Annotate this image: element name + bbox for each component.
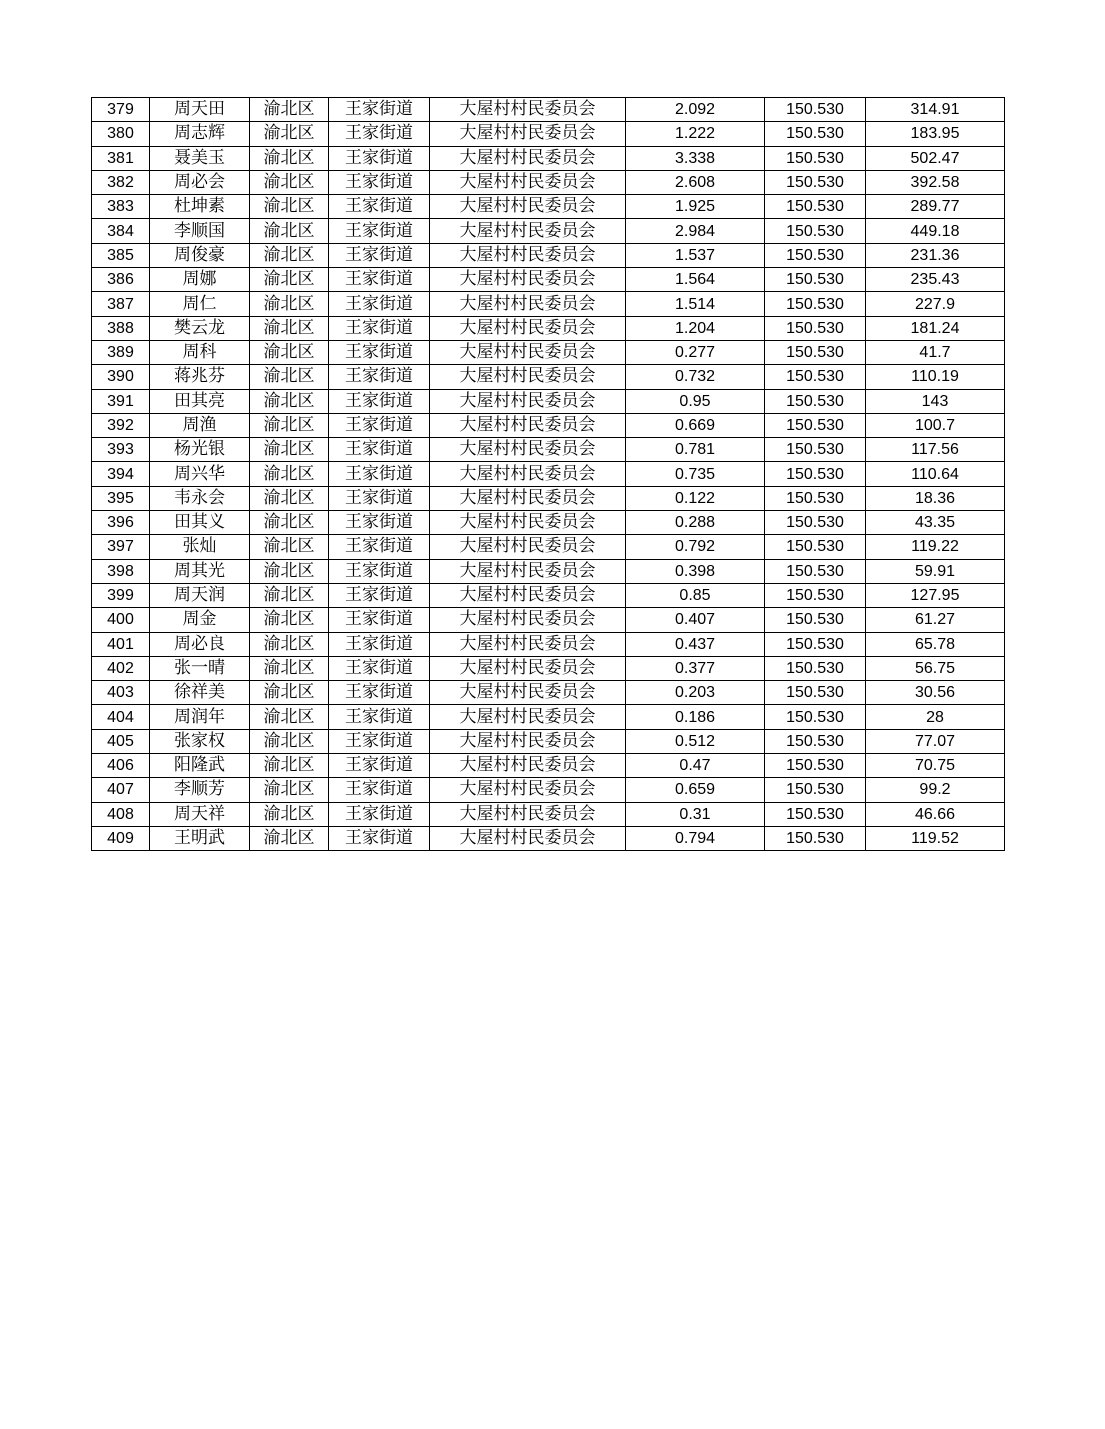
street-cell: 王家街道 [329, 413, 430, 437]
table-row [92, 170, 1005, 194]
name-cell: 周必良 [150, 632, 250, 656]
amount-cell: 41.7 [866, 340, 1005, 364]
district-cell: 渝北区 [250, 292, 329, 316]
street-cell: 王家街道 [329, 705, 430, 729]
name-cell: 周兴华 [150, 462, 250, 486]
price-cell: 150.530 [765, 243, 866, 267]
name-cell: 蒋兆芬 [150, 365, 250, 389]
price-cell: 150.530 [765, 389, 866, 413]
street-cell: 王家街道 [329, 195, 430, 219]
table-row [92, 413, 1005, 437]
committee-cell: 大屋村村民委员会 [430, 268, 626, 292]
area-cell: 0.659 [626, 778, 765, 802]
row-number-cell: 390 [92, 365, 150, 389]
amount-cell: 46.66 [866, 802, 1005, 826]
committee-cell: 大屋村村民委员会 [430, 316, 626, 340]
name-cell: 周俊豪 [150, 243, 250, 267]
committee-cell: 大屋村村民委员会 [430, 365, 626, 389]
district-cell: 渝北区 [250, 146, 329, 170]
amount-cell: 18.36 [866, 486, 1005, 510]
name-cell: 周天田 [150, 98, 250, 122]
price-cell: 150.530 [765, 438, 866, 462]
district-cell: 渝北区 [250, 268, 329, 292]
district-cell: 渝北区 [250, 559, 329, 583]
district-cell: 渝北区 [250, 195, 329, 219]
area-cell: 2.092 [626, 98, 765, 122]
price-cell: 150.530 [765, 219, 866, 243]
name-cell: 徐祥美 [150, 681, 250, 705]
committee-cell: 大屋村村民委员会 [430, 754, 626, 778]
name-cell: 周天祥 [150, 802, 250, 826]
committee-cell: 大屋村村民委员会 [430, 608, 626, 632]
area-cell: 0.277 [626, 340, 765, 364]
area-cell: 0.203 [626, 681, 765, 705]
street-cell: 王家街道 [329, 243, 430, 267]
street-cell: 王家街道 [329, 146, 430, 170]
price-cell: 150.530 [765, 316, 866, 340]
street-cell: 王家街道 [329, 462, 430, 486]
table-row [92, 219, 1005, 243]
street-cell: 王家街道 [329, 681, 430, 705]
row-number-cell: 389 [92, 340, 150, 364]
amount-cell: 449.18 [866, 219, 1005, 243]
amount-cell: 99.2 [866, 778, 1005, 802]
amount-cell: 143 [866, 389, 1005, 413]
name-cell: 周其光 [150, 559, 250, 583]
name-cell: 王明武 [150, 826, 250, 850]
amount-cell: 119.22 [866, 535, 1005, 559]
name-cell: 周科 [150, 340, 250, 364]
row-number-cell: 404 [92, 705, 150, 729]
committee-cell: 大屋村村民委员会 [430, 632, 626, 656]
area-cell: 0.407 [626, 608, 765, 632]
table-row [92, 826, 1005, 850]
table-row [92, 535, 1005, 559]
area-cell: 0.437 [626, 632, 765, 656]
amount-cell: 127.95 [866, 583, 1005, 607]
area-cell: 0.735 [626, 462, 765, 486]
amount-cell: 181.24 [866, 316, 1005, 340]
committee-cell: 大屋村村民委员会 [430, 826, 626, 850]
table-body [92, 98, 1005, 851]
row-number-cell: 386 [92, 268, 150, 292]
committee-cell: 大屋村村民委员会 [430, 146, 626, 170]
table-row [92, 608, 1005, 632]
name-cell: 周志辉 [150, 122, 250, 146]
street-cell: 王家街道 [329, 268, 430, 292]
area-cell: 0.792 [626, 535, 765, 559]
name-cell: 杜坤素 [150, 195, 250, 219]
price-cell: 150.530 [765, 195, 866, 219]
amount-cell: 56.75 [866, 656, 1005, 680]
street-cell: 王家街道 [329, 219, 430, 243]
area-cell: 0.122 [626, 486, 765, 510]
name-cell: 周仁 [150, 292, 250, 316]
district-cell: 渝北区 [250, 486, 329, 510]
street-cell: 王家街道 [329, 632, 430, 656]
district-cell: 渝北区 [250, 219, 329, 243]
price-cell: 150.530 [765, 98, 866, 122]
district-cell: 渝北区 [250, 389, 329, 413]
price-cell: 150.530 [765, 754, 866, 778]
committee-cell: 大屋村村民委员会 [430, 413, 626, 437]
name-cell: 聂美玉 [150, 146, 250, 170]
row-number-cell: 381 [92, 146, 150, 170]
district-cell: 渝北区 [250, 340, 329, 364]
area-cell: 0.398 [626, 559, 765, 583]
amount-cell: 227.9 [866, 292, 1005, 316]
district-cell: 渝北区 [250, 729, 329, 753]
table-row [92, 705, 1005, 729]
district-cell: 渝北区 [250, 122, 329, 146]
district-cell: 渝北区 [250, 656, 329, 680]
street-cell: 王家街道 [329, 486, 430, 510]
row-number-cell: 382 [92, 170, 150, 194]
row-number-cell: 405 [92, 729, 150, 753]
street-cell: 王家街道 [329, 98, 430, 122]
table-row [92, 389, 1005, 413]
district-cell: 渝北区 [250, 316, 329, 340]
table-row [92, 656, 1005, 680]
committee-cell: 大屋村村民委员会 [430, 729, 626, 753]
area-cell: 1.925 [626, 195, 765, 219]
price-cell: 150.530 [765, 365, 866, 389]
street-cell: 王家街道 [329, 656, 430, 680]
name-cell: 杨光银 [150, 438, 250, 462]
price-cell: 150.530 [765, 656, 866, 680]
amount-cell: 392.58 [866, 170, 1005, 194]
price-cell: 150.530 [765, 705, 866, 729]
name-cell: 韦永会 [150, 486, 250, 510]
amount-cell: 289.77 [866, 195, 1005, 219]
table-row [92, 802, 1005, 826]
amount-cell: 314.91 [866, 98, 1005, 122]
row-number-cell: 387 [92, 292, 150, 316]
amount-cell: 110.64 [866, 462, 1005, 486]
name-cell: 田其亮 [150, 389, 250, 413]
name-cell: 李顺芳 [150, 778, 250, 802]
area-cell: 0.669 [626, 413, 765, 437]
street-cell: 王家街道 [329, 438, 430, 462]
district-cell: 渝北区 [250, 438, 329, 462]
district-cell: 渝北区 [250, 754, 329, 778]
row-number-cell: 402 [92, 656, 150, 680]
amount-cell: 183.95 [866, 122, 1005, 146]
name-cell: 周金 [150, 608, 250, 632]
street-cell: 王家街道 [329, 583, 430, 607]
committee-cell: 大屋村村民委员会 [430, 705, 626, 729]
committee-cell: 大屋村村民委员会 [430, 219, 626, 243]
committee-cell: 大屋村村民委员会 [430, 438, 626, 462]
data-table [91, 97, 1005, 851]
committee-cell: 大屋村村民委员会 [430, 292, 626, 316]
table-row [92, 195, 1005, 219]
name-cell: 张灿 [150, 535, 250, 559]
row-number-cell: 409 [92, 826, 150, 850]
street-cell: 王家街道 [329, 826, 430, 850]
street-cell: 王家街道 [329, 729, 430, 753]
price-cell: 150.530 [765, 608, 866, 632]
name-cell: 阳隆武 [150, 754, 250, 778]
committee-cell: 大屋村村民委员会 [430, 681, 626, 705]
district-cell: 渝北区 [250, 583, 329, 607]
committee-cell: 大屋村村民委员会 [430, 656, 626, 680]
amount-cell: 502.47 [866, 146, 1005, 170]
area-cell: 0.85 [626, 583, 765, 607]
table-row [92, 122, 1005, 146]
area-cell: 0.794 [626, 826, 765, 850]
street-cell: 王家街道 [329, 122, 430, 146]
row-number-cell: 391 [92, 389, 150, 413]
price-cell: 150.530 [765, 632, 866, 656]
price-cell: 150.530 [765, 802, 866, 826]
row-number-cell: 398 [92, 559, 150, 583]
name-cell: 张一晴 [150, 656, 250, 680]
area-cell: 2.608 [626, 170, 765, 194]
committee-cell: 大屋村村民委员会 [430, 122, 626, 146]
committee-cell: 大屋村村民委员会 [430, 195, 626, 219]
area-cell: 0.288 [626, 511, 765, 535]
street-cell: 王家街道 [329, 389, 430, 413]
table-row [92, 462, 1005, 486]
area-cell: 2.984 [626, 219, 765, 243]
amount-cell: 100.7 [866, 413, 1005, 437]
committee-cell: 大屋村村民委员会 [430, 389, 626, 413]
district-cell: 渝北区 [250, 365, 329, 389]
area-cell: 1.222 [626, 122, 765, 146]
area-cell: 1.537 [626, 243, 765, 267]
row-number-cell: 401 [92, 632, 150, 656]
price-cell: 150.530 [765, 729, 866, 753]
amount-cell: 110.19 [866, 365, 1005, 389]
row-number-cell: 407 [92, 778, 150, 802]
name-cell: 周渔 [150, 413, 250, 437]
district-cell: 渝北区 [250, 778, 329, 802]
row-number-cell: 384 [92, 219, 150, 243]
amount-cell: 235.43 [866, 268, 1005, 292]
street-cell: 王家街道 [329, 170, 430, 194]
price-cell: 150.530 [765, 559, 866, 583]
area-cell: 0.732 [626, 365, 765, 389]
street-cell: 王家街道 [329, 754, 430, 778]
row-number-cell: 393 [92, 438, 150, 462]
amount-cell: 61.27 [866, 608, 1005, 632]
amount-cell: 30.56 [866, 681, 1005, 705]
row-number-cell: 383 [92, 195, 150, 219]
row-number-cell: 399 [92, 583, 150, 607]
row-number-cell: 392 [92, 413, 150, 437]
committee-cell: 大屋村村民委员会 [430, 462, 626, 486]
table-row [92, 511, 1005, 535]
street-cell: 王家街道 [329, 802, 430, 826]
row-number-cell: 406 [92, 754, 150, 778]
district-cell: 渝北区 [250, 98, 329, 122]
table-row [92, 729, 1005, 753]
row-number-cell: 379 [92, 98, 150, 122]
committee-cell: 大屋村村民委员会 [430, 170, 626, 194]
area-cell: 0.95 [626, 389, 765, 413]
amount-cell: 59.91 [866, 559, 1005, 583]
area-cell: 0.377 [626, 656, 765, 680]
area-cell: 3.338 [626, 146, 765, 170]
table-row [92, 438, 1005, 462]
name-cell: 樊云龙 [150, 316, 250, 340]
row-number-cell: 408 [92, 802, 150, 826]
table-row [92, 365, 1005, 389]
district-cell: 渝北区 [250, 705, 329, 729]
price-cell: 150.530 [765, 122, 866, 146]
amount-cell: 28 [866, 705, 1005, 729]
table-row [92, 754, 1005, 778]
committee-cell: 大屋村村民委员会 [430, 98, 626, 122]
price-cell: 150.530 [765, 146, 866, 170]
table-row [92, 583, 1005, 607]
amount-cell: 43.35 [866, 511, 1005, 535]
district-cell: 渝北区 [250, 632, 329, 656]
district-cell: 渝北区 [250, 511, 329, 535]
area-cell: 1.514 [626, 292, 765, 316]
name-cell: 周天润 [150, 583, 250, 607]
district-cell: 渝北区 [250, 535, 329, 559]
table-row [92, 778, 1005, 802]
street-cell: 王家街道 [329, 778, 430, 802]
table-row [92, 98, 1005, 122]
table-row [92, 292, 1005, 316]
amount-cell: 77.07 [866, 729, 1005, 753]
district-cell: 渝北区 [250, 826, 329, 850]
price-cell: 150.530 [765, 340, 866, 364]
street-cell: 王家街道 [329, 365, 430, 389]
street-cell: 王家街道 [329, 608, 430, 632]
row-number-cell: 403 [92, 681, 150, 705]
price-cell: 150.530 [765, 413, 866, 437]
name-cell: 周必会 [150, 170, 250, 194]
price-cell: 150.530 [765, 681, 866, 705]
name-cell: 周润年 [150, 705, 250, 729]
street-cell: 王家街道 [329, 292, 430, 316]
row-number-cell: 397 [92, 535, 150, 559]
row-number-cell: 385 [92, 243, 150, 267]
committee-cell: 大屋村村民委员会 [430, 559, 626, 583]
row-number-cell: 395 [92, 486, 150, 510]
amount-cell: 117.56 [866, 438, 1005, 462]
street-cell: 王家街道 [329, 340, 430, 364]
committee-cell: 大屋村村民委员会 [430, 802, 626, 826]
area-cell: 1.564 [626, 268, 765, 292]
table-row [92, 316, 1005, 340]
street-cell: 王家街道 [329, 559, 430, 583]
committee-cell: 大屋村村民委员会 [430, 583, 626, 607]
committee-cell: 大屋村村民委员会 [430, 511, 626, 535]
amount-cell: 119.52 [866, 826, 1005, 850]
area-cell: 0.186 [626, 705, 765, 729]
row-number-cell: 400 [92, 608, 150, 632]
name-cell: 周娜 [150, 268, 250, 292]
amount-cell: 70.75 [866, 754, 1005, 778]
price-cell: 150.530 [765, 462, 866, 486]
price-cell: 150.530 [765, 170, 866, 194]
street-cell: 王家街道 [329, 511, 430, 535]
area-cell: 0.512 [626, 729, 765, 753]
amount-cell: 65.78 [866, 632, 1005, 656]
table-row [92, 486, 1005, 510]
row-number-cell: 388 [92, 316, 150, 340]
area-cell: 0.47 [626, 754, 765, 778]
committee-cell: 大屋村村民委员会 [430, 535, 626, 559]
row-number-cell: 394 [92, 462, 150, 486]
name-cell: 田其义 [150, 511, 250, 535]
street-cell: 王家街道 [329, 535, 430, 559]
district-cell: 渝北区 [250, 681, 329, 705]
district-cell: 渝北区 [250, 802, 329, 826]
price-cell: 150.530 [765, 511, 866, 535]
name-cell: 李顺国 [150, 219, 250, 243]
table-row [92, 268, 1005, 292]
price-cell: 150.530 [765, 778, 866, 802]
price-cell: 150.530 [765, 535, 866, 559]
row-number-cell: 396 [92, 511, 150, 535]
district-cell: 渝北区 [250, 413, 329, 437]
table-row [92, 681, 1005, 705]
area-cell: 1.204 [626, 316, 765, 340]
amount-cell: 231.36 [866, 243, 1005, 267]
price-cell: 150.530 [765, 268, 866, 292]
street-cell: 王家街道 [329, 316, 430, 340]
area-cell: 0.781 [626, 438, 765, 462]
district-cell: 渝北区 [250, 462, 329, 486]
table-row [92, 340, 1005, 364]
price-cell: 150.530 [765, 826, 866, 850]
table-row [92, 243, 1005, 267]
price-cell: 150.530 [765, 292, 866, 316]
district-cell: 渝北区 [250, 608, 329, 632]
district-cell: 渝北区 [250, 243, 329, 267]
committee-cell: 大屋村村民委员会 [430, 243, 626, 267]
name-cell: 张家权 [150, 729, 250, 753]
committee-cell: 大屋村村民委员会 [430, 340, 626, 364]
committee-cell: 大屋村村民委员会 [430, 486, 626, 510]
price-cell: 150.530 [765, 583, 866, 607]
table-row [92, 146, 1005, 170]
area-cell: 0.31 [626, 802, 765, 826]
table-row [92, 632, 1005, 656]
district-cell: 渝北区 [250, 170, 329, 194]
committee-cell: 大屋村村民委员会 [430, 778, 626, 802]
table-row [92, 559, 1005, 583]
price-cell: 150.530 [765, 486, 866, 510]
row-number-cell: 380 [92, 122, 150, 146]
